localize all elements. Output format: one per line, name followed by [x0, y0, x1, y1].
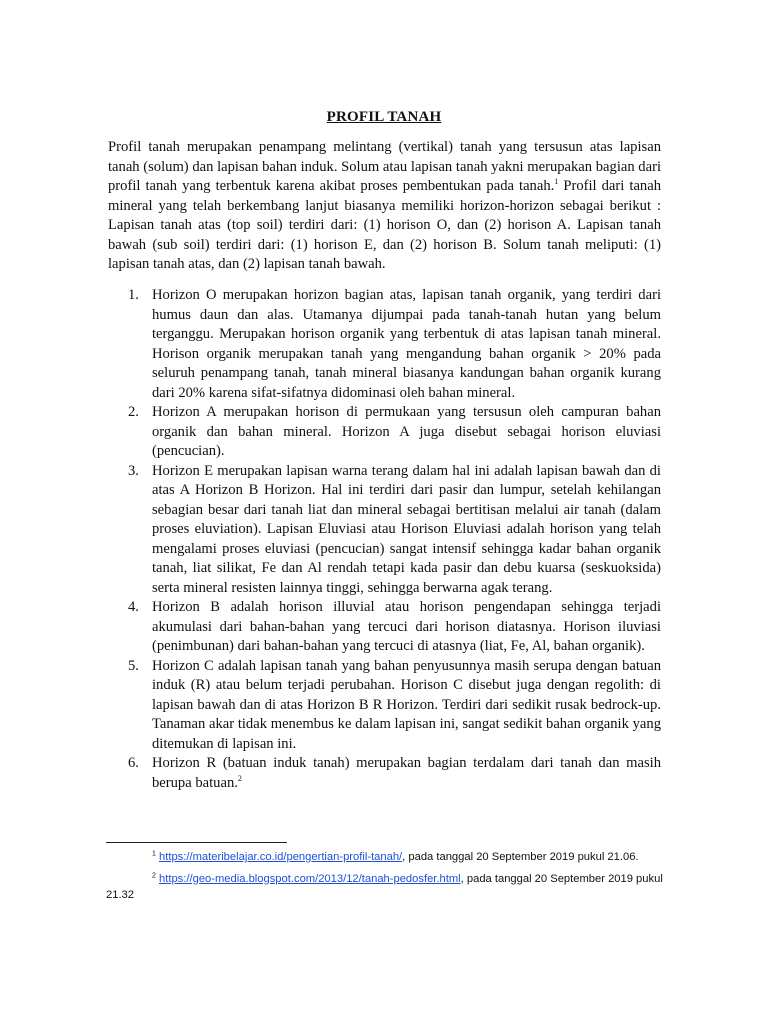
footnote-ref-1[interactable]: 1: [554, 177, 559, 187]
intro-text-a: Profil tanah merupakan penampang melintang (vertikal) tanah yang tersusun atas lapisan tanah (solum) dan lapisan bahan induk. Solum atau lapisan tanah yakni merupakan bagian dari profil tanah yang terbentuk karena akibat proses pembentukan pada tanah.: [108, 139, 661, 194]
list-item: [108, 754, 661, 793]
footnote-number: 1: [152, 850, 156, 858]
list-text: Horizon C adalah lapisan tanah yang bahan penyusunnya masih serupa dengan batuan induk (R) atau belum terjadi perubahan. Horison C disebut juga dengan regolith: di lapisan bawah dan di atas Horizon B R Horizon. Terdiri dari sedikit rusak bedrock-up. Tanaman akar tidak menembus ke dalam lapisan ini, sangat sedikit bahan organik yang ditemukan di lapisan ini.: [152, 657, 661, 752]
list-text: Horizon R (batuan induk tanah) merupakan bagian terdalam dari tanah dan masih berupa batuan.: [152, 755, 661, 791]
list-item: [108, 286, 661, 403]
footnote-number: 2: [152, 871, 156, 879]
list-item: [108, 403, 661, 462]
list-item: [108, 598, 661, 657]
intro-text-b: Profil dari tanah mineral yang telah berkembang lanjut biasanya memiliki horizon-horizon sebagai berikut : Lapisan tanah atas (top soil) terdiri dari: (1) horison O, dan (2) horison A. Lapisan tanah bawah (sub soil) terdiri dari: (1) horison E, dan (2) horison B. Solum tanah meliputi: (1) lapisan tanah atas, dan (2) lapisan tanah bawah.: [108, 178, 661, 272]
list-number: 2.: [128, 404, 139, 420]
footnote-link-2[interactable]: https://geo-media.blogspot.com/2013/12/tanah-pedosfer.html: [159, 872, 461, 885]
list-text: Horizon A merupakan horison di permukaan yang tersusun oleh campuran bahan organik dan bahan mineral. Horizon A juga disebut sebagai horison eluviasi (pencucian).: [152, 404, 661, 459]
list-text: Horizon B adalah horison illuvial atau horison pengendapan sehingga terjadi akumulasi dari bahan-bahan yang tercuci dari horison diatasnya. Horison iluviasi (penimbunan) dari bahan-bahan yang tercuci di atasnya (liat, Fe, Al, bahan organik).: [152, 599, 661, 654]
list-number: 6.: [128, 755, 139, 771]
list-number: 1.: [128, 287, 139, 303]
footnote-1: [106, 849, 666, 866]
footnote-2: [106, 871, 666, 904]
list-item: [108, 657, 661, 755]
document-title: PROFIL TANAH: [326, 109, 442, 125]
footnote-link-1[interactable]: https://materibelajar.co.id/pengertian-profil-tanah/: [159, 851, 403, 863]
list-text: Horizon O merupakan horizon bagian atas, lapisan tanah organik, yang terdiri dari humus daun dan alas. Utamanya dijumpai pada tanah-tanah hutan yang belum terganggu. Merupakan horison organik yang terbentuk di atas lapisan tanah mineral. Horison organik merupakan tanah yang mengandung bahan organik > 20% pada seluruh penampang tanah, tanah mineral biasanya kandungan bahan organik kurang dari 20% karena sifat-sifatnya didominasi oleh bahan mineral.: [152, 287, 661, 401]
intro-paragraph: [108, 138, 661, 275]
horizon-list: [108, 286, 661, 793]
footnote-text: , pada tanggal 20 September 2019 pukul 21.32: [106, 872, 663, 901]
list-number: 3.: [128, 462, 139, 479]
list-item: [108, 462, 661, 599]
footnote-text: , pada tanggal 20 September 2019 pukul 21.06.: [402, 851, 639, 863]
list-number: 4.: [128, 599, 139, 615]
footnote-ref-2[interactable]: 2: [237, 773, 242, 783]
footnotes: [106, 849, 666, 909]
list-text: Horizon E merupakan lapisan warna terang dalam hal ini adalah lapisan bawah dan di atas A Horizon B Horizon. Hal ini terdiri dari pasir dan lumpur, setelah kehilangan sebagian besar dari tanah liat dan mineral sebagai bertitisan melalui air tanah (dalam proses eluviation). Lapisan Eluviasi atau Horison Eluviasi adalah horison yang telah mengalami proses eluviasi (pencucian) sangat intensif sehingga kadar bahan organik tanah, liat silikat, Fe dan Al rendah tetapi kada pasir dan debu kuarsa (seskuoksida) serta mineral resisten lainnya tinggi, sehingga berwarna agak terang.: [152, 462, 661, 596]
list-number: 5.: [128, 657, 139, 674]
footnote-separator: [106, 842, 287, 843]
